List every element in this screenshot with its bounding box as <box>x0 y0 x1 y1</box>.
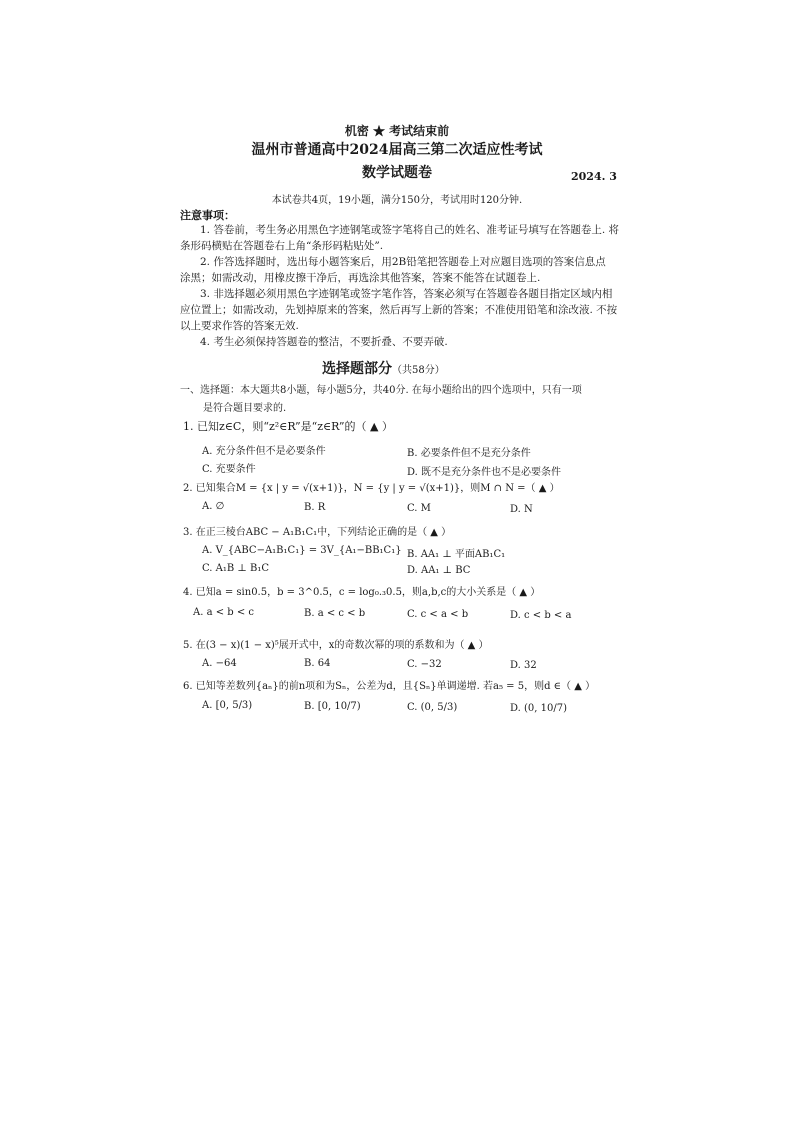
note-line: 条形码横贴在答题卷右上角“条形码粘贴处”. <box>180 240 384 252</box>
note-line: 应位置上；如需改动，先划掉原来的答案，然后再写上新的答案；不准使用铅笔和涂改液. 不按 <box>180 304 618 316</box>
question-2-option-b: B. R <box>304 502 326 513</box>
question-2-option-a: A. ∅ <box>202 501 225 512</box>
section-heading <box>322 358 445 378</box>
question-4-stem: 4. 已知a = sin0.5，b = 3^0.5，c = log₀.₃0.5，则a,b,c的大小关系是（ ▲ ） <box>183 587 541 598</box>
exam-info: 本试卷共4页，19小题，满分150分，考试用时120分钟. <box>271 195 523 206</box>
question-5-stem: 5. 在(3 − x)(1 − x)⁵展开式中，x的奇数次幂的项的系数和为（ ▲ ） <box>183 640 489 651</box>
question-5-option-c: C. −32 <box>407 659 442 670</box>
question-2-option-c: C. M <box>407 503 431 514</box>
notes-heading: 注意事项： <box>180 209 235 222</box>
question-1-option-a: A. 充分条件但不是必要条件 <box>202 446 326 457</box>
note-line: 以上要求作答的答案无效. <box>180 320 299 332</box>
question-3-stem: 3. 在正三棱台ABC − A₁B₁C₁中，下列结论正确的是（ ▲ ） <box>183 527 452 538</box>
question-2-option-d: D. N <box>510 504 533 515</box>
note-line: 4. 考生必须保持答题卷的整洁，不要折叠、不要弄破. <box>200 336 448 348</box>
question-1-stem: 1. 已知z∈C，则“z²∈R”是“z∈R”的（ ▲ ） <box>183 420 393 433</box>
question-5-option-a: A. −64 <box>202 658 237 669</box>
question-3-option-b: B. AA₁ ⊥ 平面AB₁C₁ <box>407 549 506 560</box>
confidential-label: 机密 ★ 考试结束前 <box>344 124 450 138</box>
section-instruction: 一、选择题：本大题共8小题，每小题5分，共40分. 在每小题给出的四个选项中，只有一项 <box>180 385 582 396</box>
paper-subtitle: 数学试题卷 <box>362 165 432 181</box>
question-3-option-c: C. A₁B ⊥ B₁C <box>202 563 270 574</box>
question-1-option-d: D. 既不是充分条件也不是必要条件 <box>407 467 562 478</box>
question-2-stem: 2. 已知集合M = {x | y = √(x+1)}，N = {y | y = √(x+1)}，则M ∩ N =（ ▲ ） <box>183 483 560 494</box>
question-6-option-b: B. [0, 10/7) <box>304 701 361 712</box>
question-6-option-c: C. (0, 5/3) <box>407 702 458 713</box>
note-line: 2. 作答选择题时，选出每小题答案后，用2B铅笔把答题卷上对应题目选项的答案信息点 <box>200 256 606 268</box>
question-6-option-d: D. (0, 10/7) <box>510 703 567 714</box>
question-4-option-d: D. c < b < a <box>510 610 572 621</box>
note-line: 1. 答卷前，考生务必用黑色字迹钢笔或签字笔将自己的姓名、准考证号填写在答题卷上. 将 <box>200 224 620 236</box>
section-instruction: 是符合题目要求的. <box>203 403 287 414</box>
exam-title: 温州市普通高中2024届高三第二次适应性考试 <box>251 142 543 158</box>
note-line: 3. 非选择题必须用黑色字迹钢笔或签字笔作答，答案必须写在答题卷各题目指定区域内相 <box>200 288 613 300</box>
question-4-option-b: B. a < c < b <box>304 608 366 619</box>
question-3-option-a: A. V_{ABC−A₁B₁C₁} = 3V_{A₁−BB₁C₁} <box>202 545 402 556</box>
question-4-option-a: A. a < b < c <box>193 607 255 618</box>
question-6-stem: 6. 已知等差数列{aₙ}的前n项和为Sₙ，公差为d，且{Sₙ}单调递增. 若a₅ = 5，则d ∈（ ▲ ） <box>183 681 596 692</box>
question-5-option-b: B. 64 <box>304 658 331 669</box>
question-6-option-a: A. [0, 5/3) <box>202 700 253 711</box>
section-score: （共58分） <box>392 365 445 376</box>
question-4-option-c: C. c < a < b <box>407 609 469 620</box>
section-title: 选择题部分 <box>322 361 392 377</box>
question-1-option-b: B. 必要条件但不是充分条件 <box>407 448 531 459</box>
exam-date: 2024. 3 <box>571 170 617 183</box>
question-5-option-d: D. 32 <box>510 660 537 671</box>
question-3-option-d: D. AA₁ ⊥ BC <box>407 565 471 576</box>
question-1-option-c: C. 充要条件 <box>202 464 256 475</box>
note-line: 涂黑；如需改动，用橡皮擦干净后，再选涂其他答案，答案不能答在试题卷上. <box>180 272 541 284</box>
